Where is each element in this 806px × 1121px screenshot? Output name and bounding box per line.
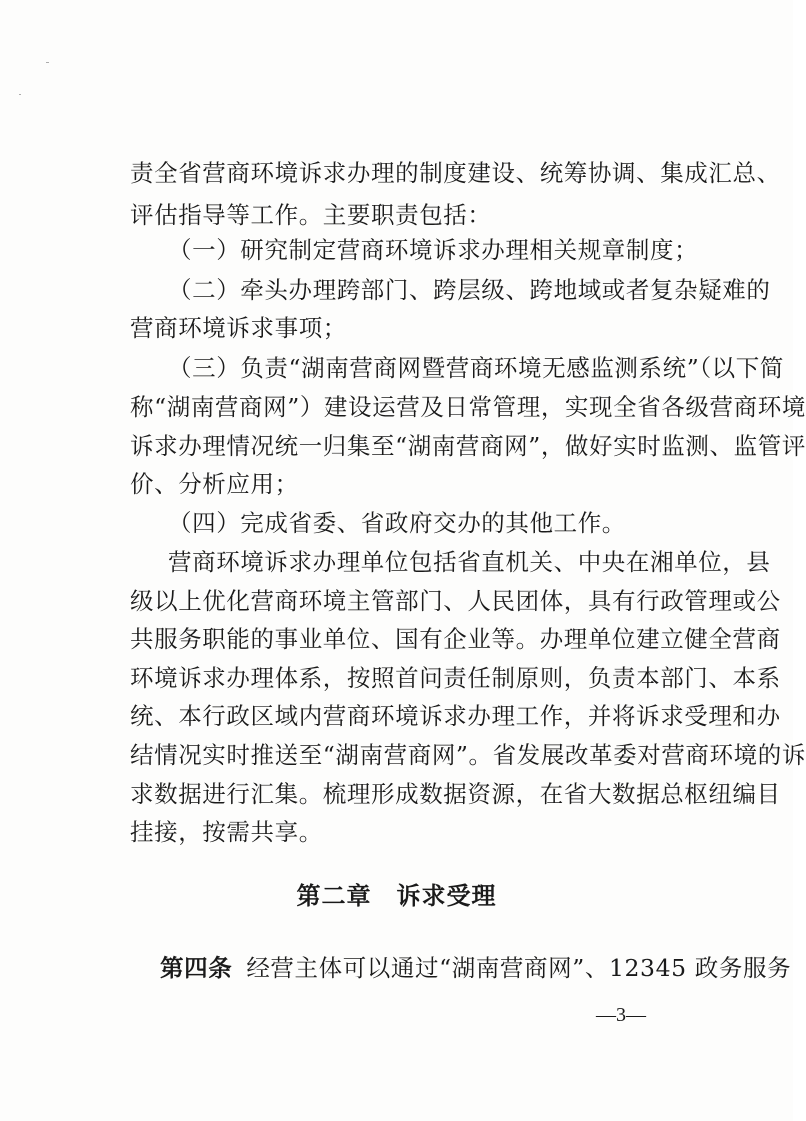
article-text: 经营主体可以通过“湖南营商网”、12345 政务服务: [246, 954, 792, 982]
text-line: 共服务职能的事业单位、国有企业等。办理单位建立健全营商: [130, 625, 781, 653]
list-item-1: （一）研究制定营商环境诉求办理相关规章制度；: [168, 236, 699, 264]
text-line: 价、分析应用；: [130, 470, 299, 498]
text-line: 诉求办理情况统一归集至“湖南营商网”，做好实时监测、监管评: [130, 432, 806, 460]
body-paragraph-first-line: 营商环境诉求办理单位包括省直机关、中央在湘单位，县: [168, 548, 771, 576]
page-number: —3—: [596, 1004, 646, 1026]
article-label: 第四条: [160, 954, 233, 982]
text-line: 求数据进行汇集。梳理形成数据资源，在省大数据总枢纽编目: [130, 780, 781, 808]
list-item-4: （四）完成省委、省政府交办的其他工作。: [168, 509, 626, 537]
text-line: 责全省营商环境诉求办理的制度建设、统筹协调、集成汇总、: [130, 159, 781, 187]
text-line: 营商环境诉求事项；: [130, 314, 347, 342]
scan-speck: [46, 62, 49, 63]
list-item-3: （三）负责“湖南营商网暨营商环境无感监测系统”（以下简: [168, 354, 784, 382]
text-line: 评估指导等工作。主要职责包括：: [130, 201, 492, 229]
text-line: 结情况实时推送至“湖南营商网”。省发展改革委对营商环境的诉: [130, 741, 806, 769]
list-item-2: （二）牵头办理跨部门、跨层级、跨地域或者复杂疑难的: [168, 276, 771, 304]
text-line: 挂接，按需共享。: [130, 818, 323, 846]
scan-speck: [19, 94, 21, 95]
article-line: [160, 950, 792, 986]
text-line: 级以上优化营商环境主管部门、人民团体，具有行政管理或公: [130, 587, 781, 615]
chapter-heading: 第二章 诉求受理: [296, 882, 497, 910]
text-line: 环境诉求办理体系，按照首问责任制原则，负责本部门、本系: [130, 664, 781, 692]
text-line: 称“湖南营商网”）建设运营及日常管理，实现全省各级营商环境: [130, 393, 806, 421]
text-line: 统、本行政区域内营商环境诉求办理工作，并将诉求受理和办: [130, 702, 781, 730]
